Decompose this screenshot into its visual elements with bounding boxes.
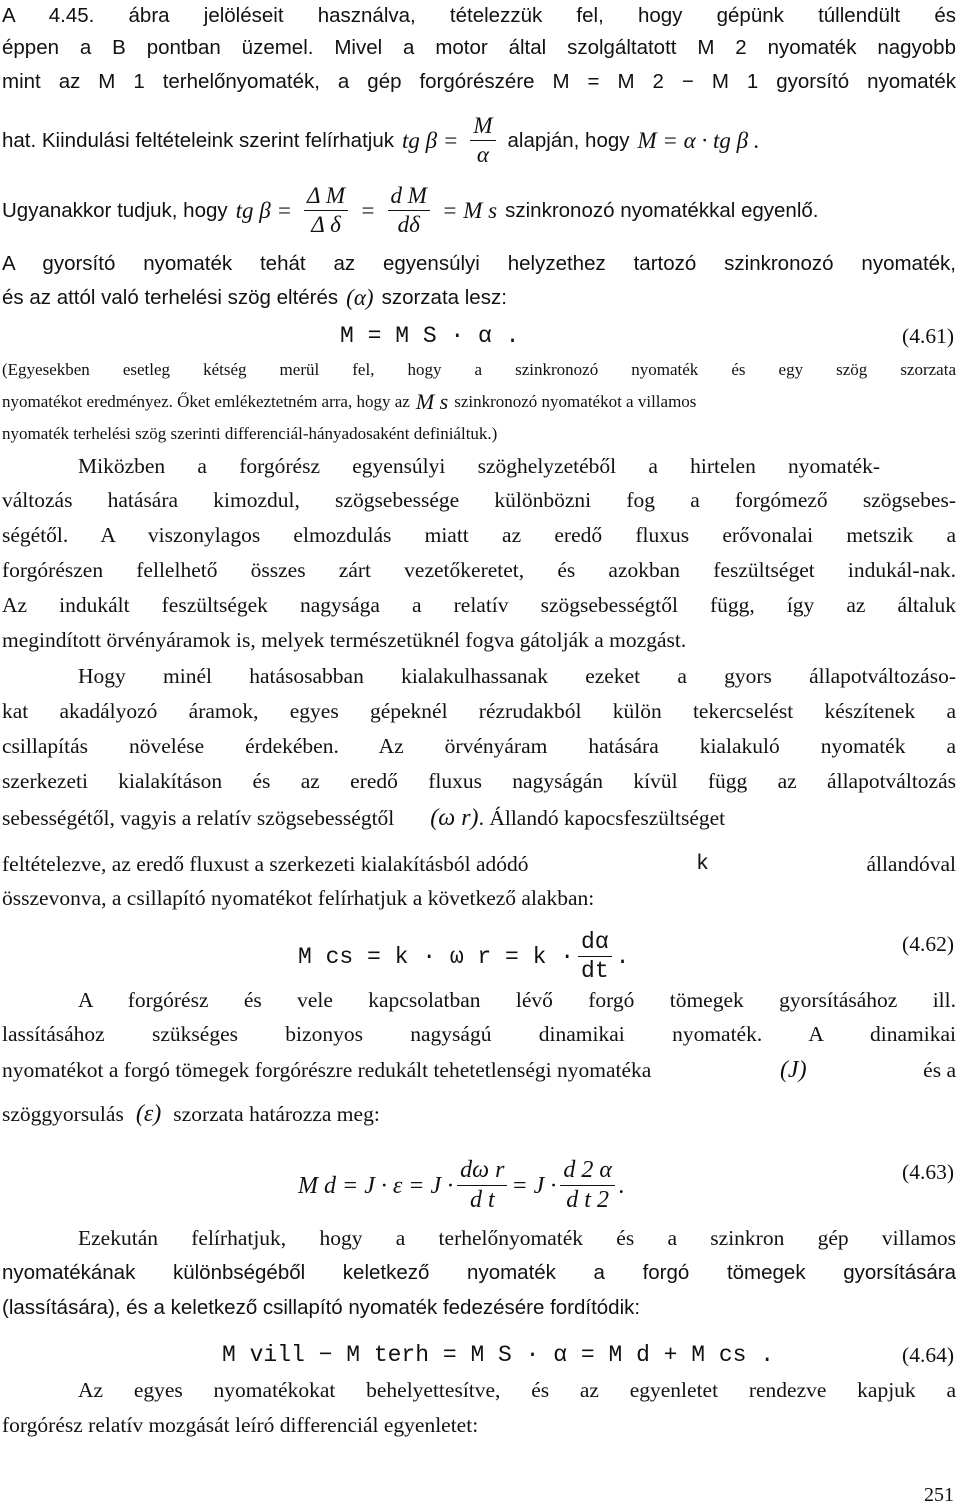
text-line: éppen a B pontban üzemel. Mivel a motor által szolgáltatott M 2 nyomaték nagyobb <box>2 36 956 59</box>
text-line <box>2 114 956 167</box>
text-segment: szöggyorsulás <box>2 1102 124 1126</box>
text-line: szerkezeti kialakításon és az eredő fluxus nagyságán kívül függ az állapotváltozás <box>2 769 956 793</box>
text-segment: sebességétől, vagyis a relatív szögsebességtől <box>2 806 395 830</box>
text-segment: és az attól való terhelési szög eltérés <box>2 286 339 309</box>
text-segment: szinkronozó nyomatékkal egyenlő. <box>505 198 819 222</box>
fraction <box>470 114 495 167</box>
text-line: Hogy minél hatásosabban kialakulhassanak ezeket a gyors állapotváltozáso- <box>78 664 956 688</box>
fraction-denominator: α <box>476 142 489 168</box>
fraction-denominator: dt <box>581 958 609 985</box>
text-line: változás hatására kimozdul, szögsebessége különbözni fog a forgómező szögsebes- <box>2 488 956 512</box>
text-line <box>2 1056 956 1084</box>
text-line <box>2 850 956 878</box>
fraction-numerator: dα <box>578 930 612 957</box>
equation-tail: . <box>618 1172 625 1199</box>
fraction-denominator: dδ <box>397 212 420 238</box>
text-line <box>2 804 956 832</box>
text-line <box>2 388 956 416</box>
equation-inline: M = α · tg β . <box>637 127 760 153</box>
text-line <box>2 284 956 312</box>
fraction <box>304 184 348 237</box>
text-line: A gyorsító nyomaték tehát az egyensúlyi helyzethez tartozó szinkronozó nyomaték, <box>2 252 956 275</box>
text-line <box>2 184 956 237</box>
text-segment: nyomatékot eredményez. Őket emlékeztetném arra, hogy az <box>2 392 410 411</box>
equation-lhs: M d = J · ε = J · <box>298 1172 454 1199</box>
text-segment: állandóval <box>866 852 956 876</box>
equation-inline: tg β = <box>401 127 459 153</box>
text-line: Miközben a forgórész egyensúlyi szöghelyzetéből a hirtelen nyomaték- <box>78 454 880 478</box>
equation-4-64: M vill − M terh = M S · α = M d + M cs . <box>222 1342 775 1368</box>
equation-inline: (ω r) <box>430 805 479 831</box>
text-line: megindított örvényáramok is, melyek természetüknél fogva gátolják a mozgást. <box>2 628 687 652</box>
page-number: 251 <box>924 1484 954 1506</box>
text-line: (lassítására), és a keletkező csillapító nyomaték fedezésére fordítódik: <box>2 1296 641 1319</box>
equation-inline: = M s <box>441 197 498 223</box>
fraction-denominator: Δ δ <box>311 212 341 238</box>
text-segment: és a <box>923 1058 956 1082</box>
equation-lhs: M cs = k · ω r = k · <box>298 943 575 970</box>
equation-number: (4.63) <box>902 1160 954 1184</box>
equation-number: (4.62) <box>902 932 954 956</box>
equation-4-62 <box>298 930 629 983</box>
equation-4-61: M = M S · α . <box>340 323 520 349</box>
fraction-denominator: d t 2 <box>566 1187 609 1214</box>
text-line <box>2 1100 956 1128</box>
text-line: Az egyes nyomatékokat behelyettesítve, és az egyenletet rendezve kapjuk a <box>78 1378 956 1402</box>
text-segment: Ugyanakkor tudjuk, hogy <box>2 198 228 222</box>
equals-sign: = <box>360 197 376 223</box>
equation-inline: k <box>696 852 709 876</box>
text-line: nyomatékának különbségéből keletkező nyomaték a forgó tömegek gyorsítására <box>2 1261 956 1284</box>
fraction <box>578 930 612 983</box>
equation-inline: tg β = <box>235 197 293 223</box>
text-line: lassításához szükséges bizonyos nagyságú dinamikai nyomaték. A dinamikai <box>2 1022 956 1046</box>
fraction-numerator: Δ M <box>304 184 348 211</box>
text-line: ségétől. A viszonylagos elmozdulás miatt az eredő fluxus erővonalai metszik a <box>2 523 956 547</box>
fraction <box>457 1158 507 1213</box>
equation-4-63 <box>298 1158 625 1213</box>
text-line: forgórészen fellelhető összes zárt vezetőkeretet, és azokban feszültséget indukál-nak. <box>2 558 956 582</box>
text-line: csillapítás növelése érdekében. Az örvényáram hatására kialakuló nyomaték a <box>2 734 956 758</box>
equation-inline: (ε) <box>135 1101 162 1127</box>
text-segment: . Állandó kapocsfeszültséget <box>478 806 726 830</box>
fraction <box>560 1158 615 1213</box>
text-segment: alapján, hogy <box>507 128 630 152</box>
text-segment: nyomatékot a forgó tömegek forgórészre redukált tehetetlenségi nyomatéka <box>2 1058 652 1082</box>
text-line: (Egyesekben esetleg kétség merül fel, hogy a szinkronozó nyomaték és egy szög szorzata <box>2 360 956 379</box>
fraction-denominator: d t <box>469 1187 495 1214</box>
text-line: A forgórész és vele kapcsolatban lévő forgó tömegek gyorsításához ill. <box>78 988 956 1012</box>
text-line: nyomaték terhelési szög szerinti differenciál-hányadosaként definiáltuk.) <box>2 424 498 443</box>
text-line: összevonva, a csillapító nyomatékot felírhatjuk a következő alakban: <box>2 886 595 910</box>
equation-inline: (α) <box>346 285 374 310</box>
text-line: kat akadályozó áramok, egyes gépeknél rézrudakból külön tekercselést készítenek a <box>2 699 956 723</box>
fraction-numerator: M <box>470 114 495 141</box>
text-line: Az indukált feszültségek nagysága a relatív szögsebességtől függ, így az általuk <box>2 593 956 617</box>
fraction <box>388 184 430 237</box>
equation-tail: . <box>615 943 630 970</box>
text-segment: feltételezve, az eredő fluxust a szerkezeti kialakításból adódó <box>2 852 529 876</box>
text-segment: szorzata határozza meg: <box>173 1102 380 1126</box>
equation-inline: M s <box>415 389 449 414</box>
fraction-numerator: d 2 α <box>560 1158 615 1186</box>
equation-number: (4.61) <box>902 324 954 348</box>
text-line: A 4.45. ábra jelöléseit használva, tételezzük fel, hogy gépünk túllendült és <box>2 4 956 27</box>
fraction-numerator: dω r <box>457 1158 507 1186</box>
text-line: Ezekután felírhatjuk, hogy a terhelőnyomaték és a szinkron gép villamos <box>78 1226 956 1250</box>
equation-mid: = J · <box>511 1172 557 1199</box>
text-line: mint az M 1 terhelőnyomaték, a gép forgórészére M = M 2 − M 1 gyorsító nyomaték <box>2 70 956 93</box>
equation-inline: (J) <box>779 1057 807 1083</box>
equation-number: (4.64) <box>902 1343 954 1367</box>
text-segment: hat. Kiindulási feltételeink szerint felírhatjuk <box>2 128 394 152</box>
text-segment: szorzata lesz: <box>381 286 507 309</box>
text-line: forgórész relatív mozgását leíró differenciál egyenletet: <box>2 1413 479 1437</box>
fraction-numerator: d M <box>388 184 430 211</box>
text-segment: szinkronozó nyomatékot a villamos <box>454 392 697 411</box>
